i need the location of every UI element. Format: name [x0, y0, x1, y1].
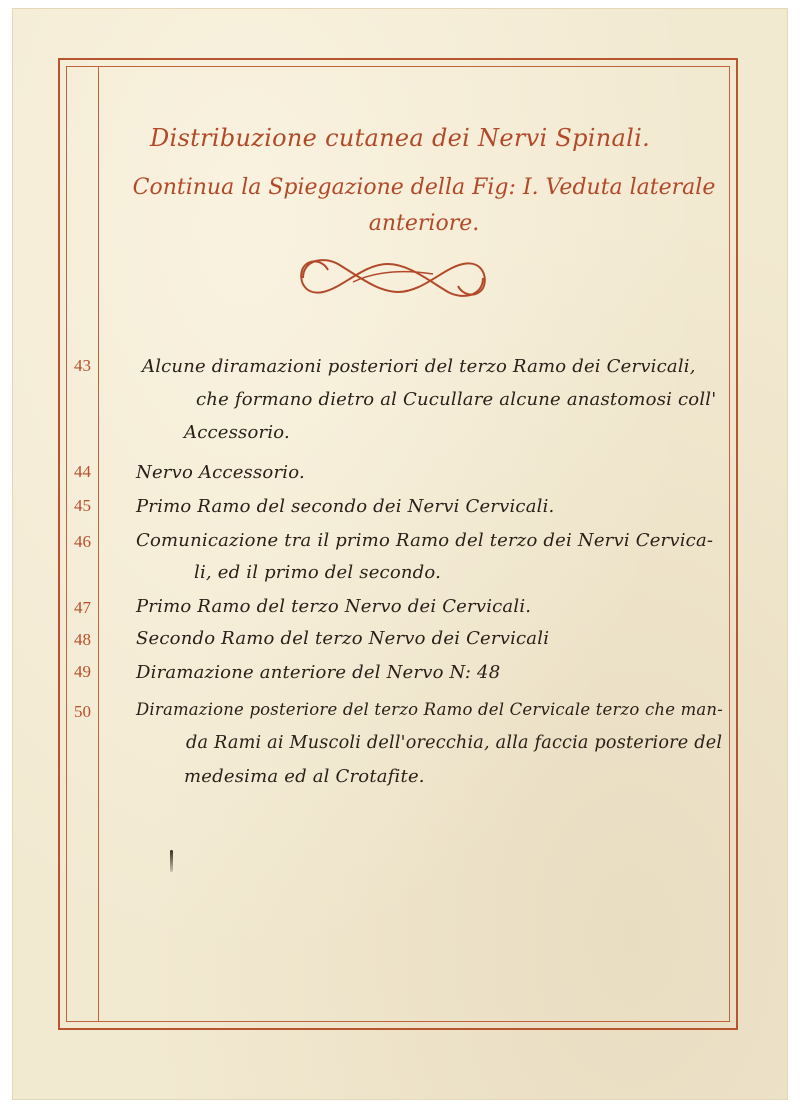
entry-text-line: Diramazione anteriore del Nervo N: 48	[136, 662, 501, 683]
entry-45	[66, 496, 730, 524]
page-subtitle: Continua la Spiegazione della Fig: I. Veduta laterale anteriore.	[132, 175, 716, 236]
entry-49	[66, 662, 730, 690]
entry-44	[66, 462, 730, 490]
entry-text-line: che formano dietro al Cucullare alcune anastomosi coll'	[196, 389, 717, 410]
entry-text-line: Diramazione posteriore del terzo Ramo del Cervicale terzo che man-	[136, 700, 723, 719]
entry-text-line: Alcune diramazioni posteriori del terzo Ramo dei Cervicali,	[142, 356, 696, 377]
entry-number: 46	[74, 532, 91, 551]
entry-text-line: li, ed il primo del secondo.	[194, 562, 442, 583]
entry-text-line: Primo Ramo del secondo dei Nervi Cervicali.	[136, 496, 555, 517]
flourish-ornament	[283, 248, 503, 308]
entry-46	[66, 530, 730, 592]
entry-text-line: Secondo Ramo del terzo Nervo dei Cervicali	[136, 628, 550, 649]
entry-text-line: Nervo Accessorio.	[136, 462, 305, 483]
entry-text-line: da Rami ai Muscoli dell'orecchia, alla faccia posteriore del	[186, 733, 723, 753]
entry-text-line: Primo Ramo del terzo Nervo dei Cervicali.	[136, 596, 532, 617]
entry-43	[66, 356, 730, 446]
page-title: Distribuzione cutanea dei Nervi Spinali.	[150, 124, 650, 152]
entry-48	[66, 628, 730, 656]
entry-number: 47	[74, 598, 91, 617]
entry-number: 44	[74, 462, 91, 481]
entry-47	[66, 596, 730, 624]
ink-mark	[170, 850, 173, 872]
entry-text-line: medesima ed al Crotafite.	[184, 766, 425, 787]
entry-number: 48	[74, 630, 91, 649]
entry-text-line: Comunicazione tra il primo Ramo del terzo dei Nervi Cervica-	[136, 530, 714, 551]
entry-number: 49	[74, 662, 91, 681]
entry-number: 45	[74, 496, 91, 515]
entry-text-line: Accessorio.	[184, 422, 290, 443]
entry-number: 50	[74, 702, 91, 721]
entry-50	[66, 700, 730, 796]
entry-number: 43	[74, 356, 91, 375]
